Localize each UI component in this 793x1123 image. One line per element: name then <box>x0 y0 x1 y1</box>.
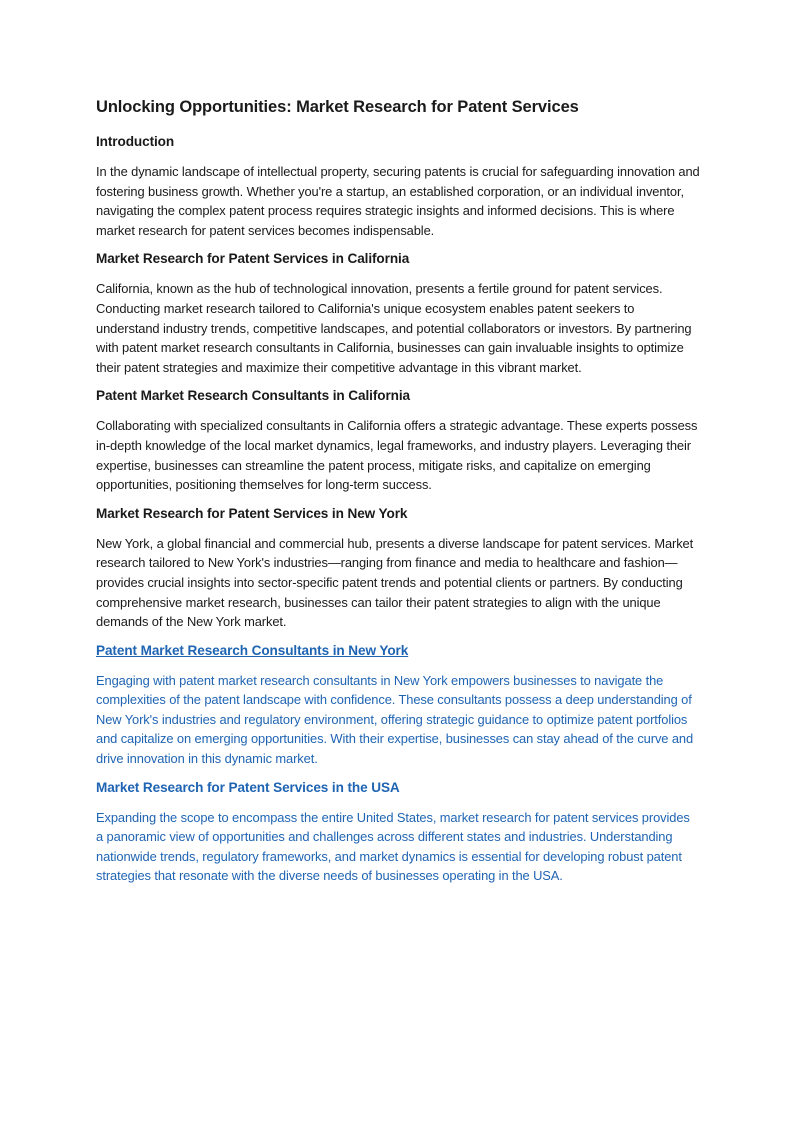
section-heading: Market Research for Patent Services in New York <box>96 505 408 521</box>
section-heading: Market Research for Patent Services in the USA <box>96 779 400 795</box>
section-heading: Market Research for Patent Services in California <box>96 251 410 267</box>
section-body: Engaging with patent market research consultants in New York empowers businesses to navigate the complexities of the patent landscape with confidence. These consultants possess a deep understanding of New York's industries and regulatory environment, offering strategic guidance to optimize patent portfolios and capitalize on emerging opportunities. With their expertise, businesses can stay ahead of the curve and drive innovation in this dynamic market. <box>96 672 694 767</box>
section-heading-link[interactable] <box>96 641 700 661</box>
document-page <box>96 96 700 895</box>
section-body: California, known as the hub of technological innovation, presents a fertile ground for patent services. Conducting market research tailored to California's unique ecosystem enables patent seekers to understand industry trends, competitive landscapes, and potential collaborators or investors. By partnering with patent market research consultants in California, businesses can gain invaluable insights to optimize their patent strategies and maximize their competitive advantage in this vibrant market. <box>96 281 692 375</box>
new-york-consultants-link[interactable]: Patent Market Research Consultants in New York <box>96 642 409 658</box>
section-new-york-consultants <box>96 641 700 769</box>
section-body: Expanding the scope to encompass the entire United States, market research for patent services provides a panoramic view of opportunities and challenges across different states and industries. Understanding nationwide trends, regulatory frameworks, and market dynamics is essential for developing robust patent strategies that resonate with the diverse needs of businesses operating in the USA. <box>96 809 690 884</box>
section-heading: Patent Market Research Consultants in California <box>96 388 410 404</box>
section-introduction <box>96 132 700 240</box>
section-body: Collaborating with specialized consultants in California offers a strategic advantage. These experts possess in-depth knowledge of the local market dynamics, legal frameworks, and industry players. Leveraging their expertise, businesses can streamline the patent process, mitigate risks, and capitalize on emerging opportunities, positioning themselves for long-term success. <box>96 418 698 493</box>
section-new-york <box>96 504 700 632</box>
section-california <box>96 249 700 377</box>
section-body: In the dynamic landscape of intellectual property, securing patents is crucial for safeguarding innovation and fostering business growth. Whether you're a startup, an established corporation, or an individual inventor, navigating the complex patent process requires strategic insights and informed decisions. This is where market research for patent services becomes indispensable. <box>96 164 700 238</box>
section-heading: Introduction <box>96 134 175 149</box>
section-usa <box>96 778 700 886</box>
section-california-consultants <box>96 386 700 494</box>
document-title: Unlocking Opportunities: Market Research for Patent Services <box>96 98 579 116</box>
section-body: New York, a global financial and commercial hub, presents a diverse landscape for patent services. Market research tailored to New York's industries—ranging from finance and media to healthcare and fashion—provides crucial insights into sector-specific patent trends and potential clients or partners. By conducting comprehensive market research, businesses can tailor their patent strategies to align with the unique demands of the New York market. <box>96 535 694 630</box>
